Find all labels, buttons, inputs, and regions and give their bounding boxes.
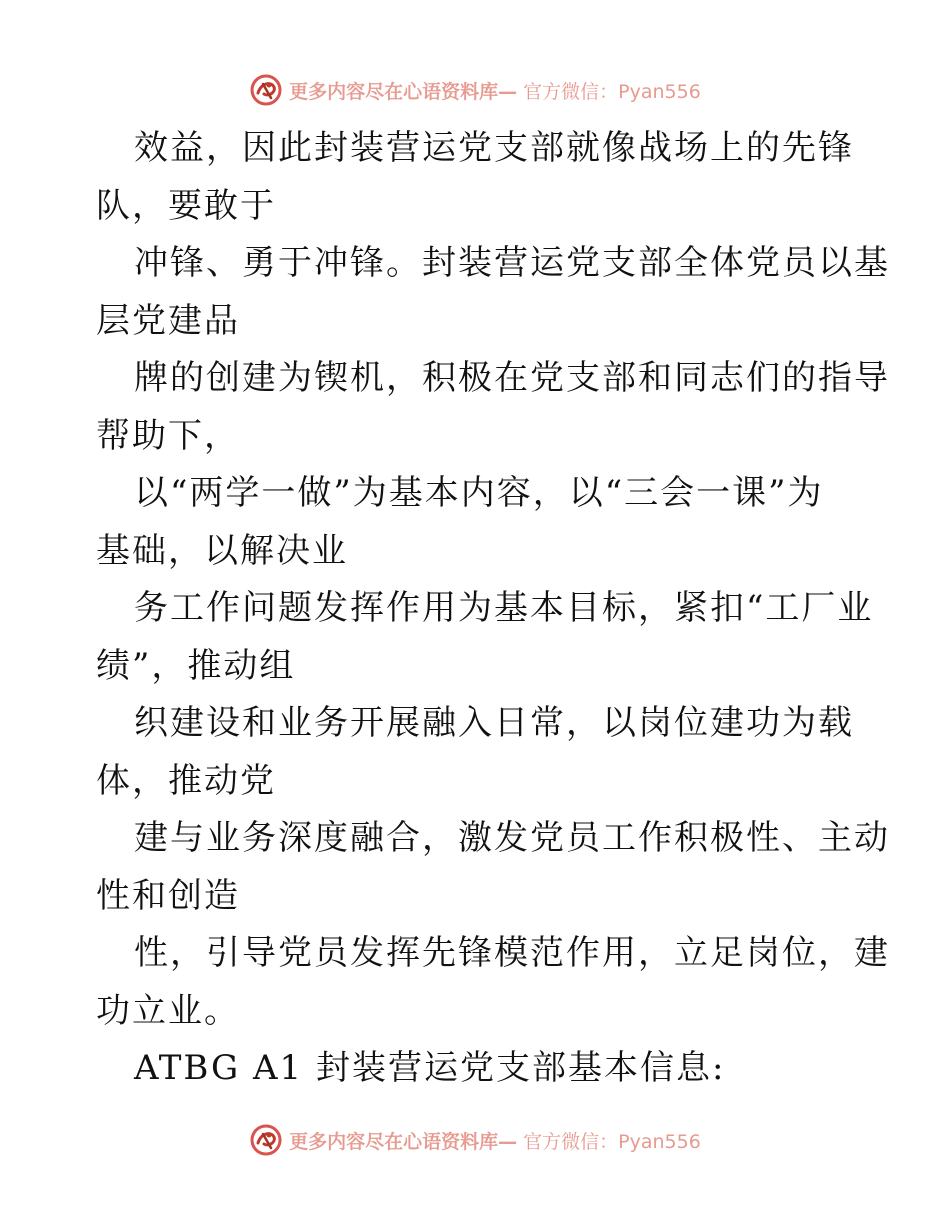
text-line: 性和创造 xyxy=(96,875,240,916)
document-body xyxy=(96,120,890,1098)
watermark-wechat-text: 官方微信：Pyan556 xyxy=(523,80,701,103)
text-line: 帮助下， xyxy=(96,415,240,456)
footer-watermark xyxy=(0,1120,950,1160)
text-line: 绩”，推动组 xyxy=(96,645,296,686)
text-line: 队，要敢于 xyxy=(96,185,276,226)
red-swirl-logo-icon xyxy=(249,73,283,107)
text-line: 体，推动党 xyxy=(96,760,276,801)
text-line: 功立业。 xyxy=(96,990,240,1031)
text-line: 基础，以解决业 xyxy=(96,530,348,571)
text-line: 效益，因此封装营运党支部就像战场上的先锋 xyxy=(134,128,854,168)
text-line: 性，引导党员发挥先锋模范作用，立足岗位，建 xyxy=(134,933,890,973)
text-line: 织建设和业务开展融入日常，以岗位建功为载 xyxy=(134,703,854,743)
text-line: 冲锋、勇于冲锋。封装营运党支部全体党员以基 xyxy=(134,243,890,283)
section-heading-line: ATBG A1 封装营运党支部基本信息: xyxy=(134,1048,726,1088)
watermark-wechat-text: 官方微信：Pyan556 xyxy=(523,1130,701,1153)
watermark-site-text: 更多内容尽在心语资料库— xyxy=(289,80,518,103)
header-watermark xyxy=(0,70,950,110)
watermark-site-text: 更多内容尽在心语资料库— xyxy=(289,1130,518,1153)
text-line: 牌的创建为锲机，积极在党支部和同志们的指导 xyxy=(134,358,890,398)
text-line: 层党建品 xyxy=(96,300,240,341)
text-line: 务工作问题发挥作用为基本目标，紧扣“工厂业 xyxy=(134,588,874,628)
text-line: 以“两学一做”为基本内容，以“三会一课”为 xyxy=(134,473,824,513)
red-swirl-logo-icon xyxy=(249,1123,283,1157)
text-line: 建与业务深度融合，激发党员工作积极性、主动 xyxy=(134,818,890,858)
